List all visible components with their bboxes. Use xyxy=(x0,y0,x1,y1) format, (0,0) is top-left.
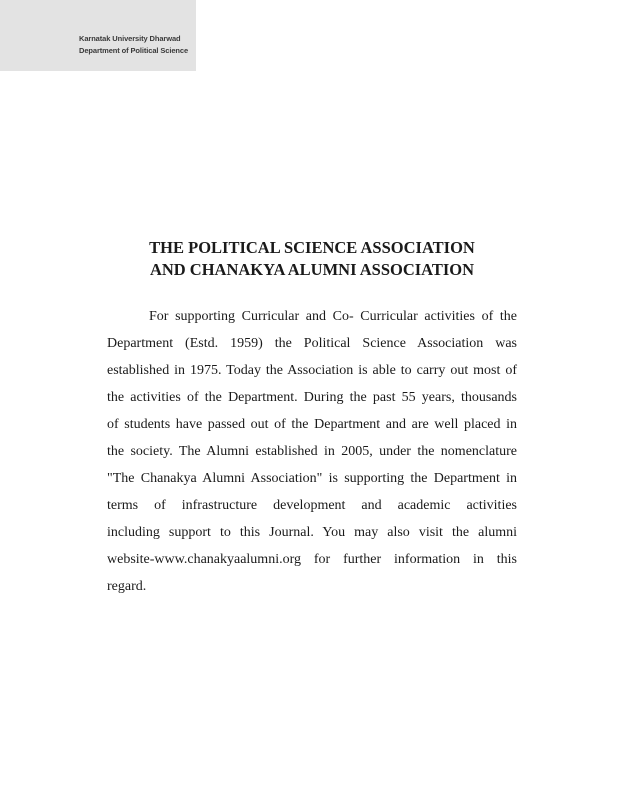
paragraph-line: Department (Estd. 1959) the Political Science Association was xyxy=(107,336,517,351)
header-university-name: Karnatak University Dharwad xyxy=(79,34,181,43)
paragraph-line: of students have passed out of the Department and are well placed in xyxy=(107,417,517,432)
paragraph-line: including support to this Journal. You may also visit the alumni xyxy=(107,525,517,540)
paragraph-line: the activities of the Department. During the past 55 years, thousands xyxy=(107,390,517,405)
paragraph-line: terms of infrastructure development and academic activities xyxy=(107,498,517,513)
paragraph-line: For supporting Curricular and Co- Curricular activities of the xyxy=(149,309,517,324)
paragraph-line: regard. xyxy=(107,579,147,594)
running-header-tab xyxy=(0,0,196,71)
page-title-line-1: THE POLITICAL SCIENCE ASSOCIATION xyxy=(149,238,475,257)
paragraph-line: website-www.chanakyaalumni.org for further information in this xyxy=(107,552,517,567)
paragraph-line: established in 1975. Today the Association is able to carry out most of xyxy=(107,363,517,378)
paragraph-line: the society. The Alumni established in 2005, under the nomenclature xyxy=(107,444,517,459)
paragraph-line: "The Chanakya Alumni Association" is supporting the Department in xyxy=(107,471,517,486)
header-department-name: Department of Political Science xyxy=(79,46,189,55)
page-title-line-2: AND CHANAKYA ALUMNI ASSOCIATION xyxy=(149,260,475,279)
